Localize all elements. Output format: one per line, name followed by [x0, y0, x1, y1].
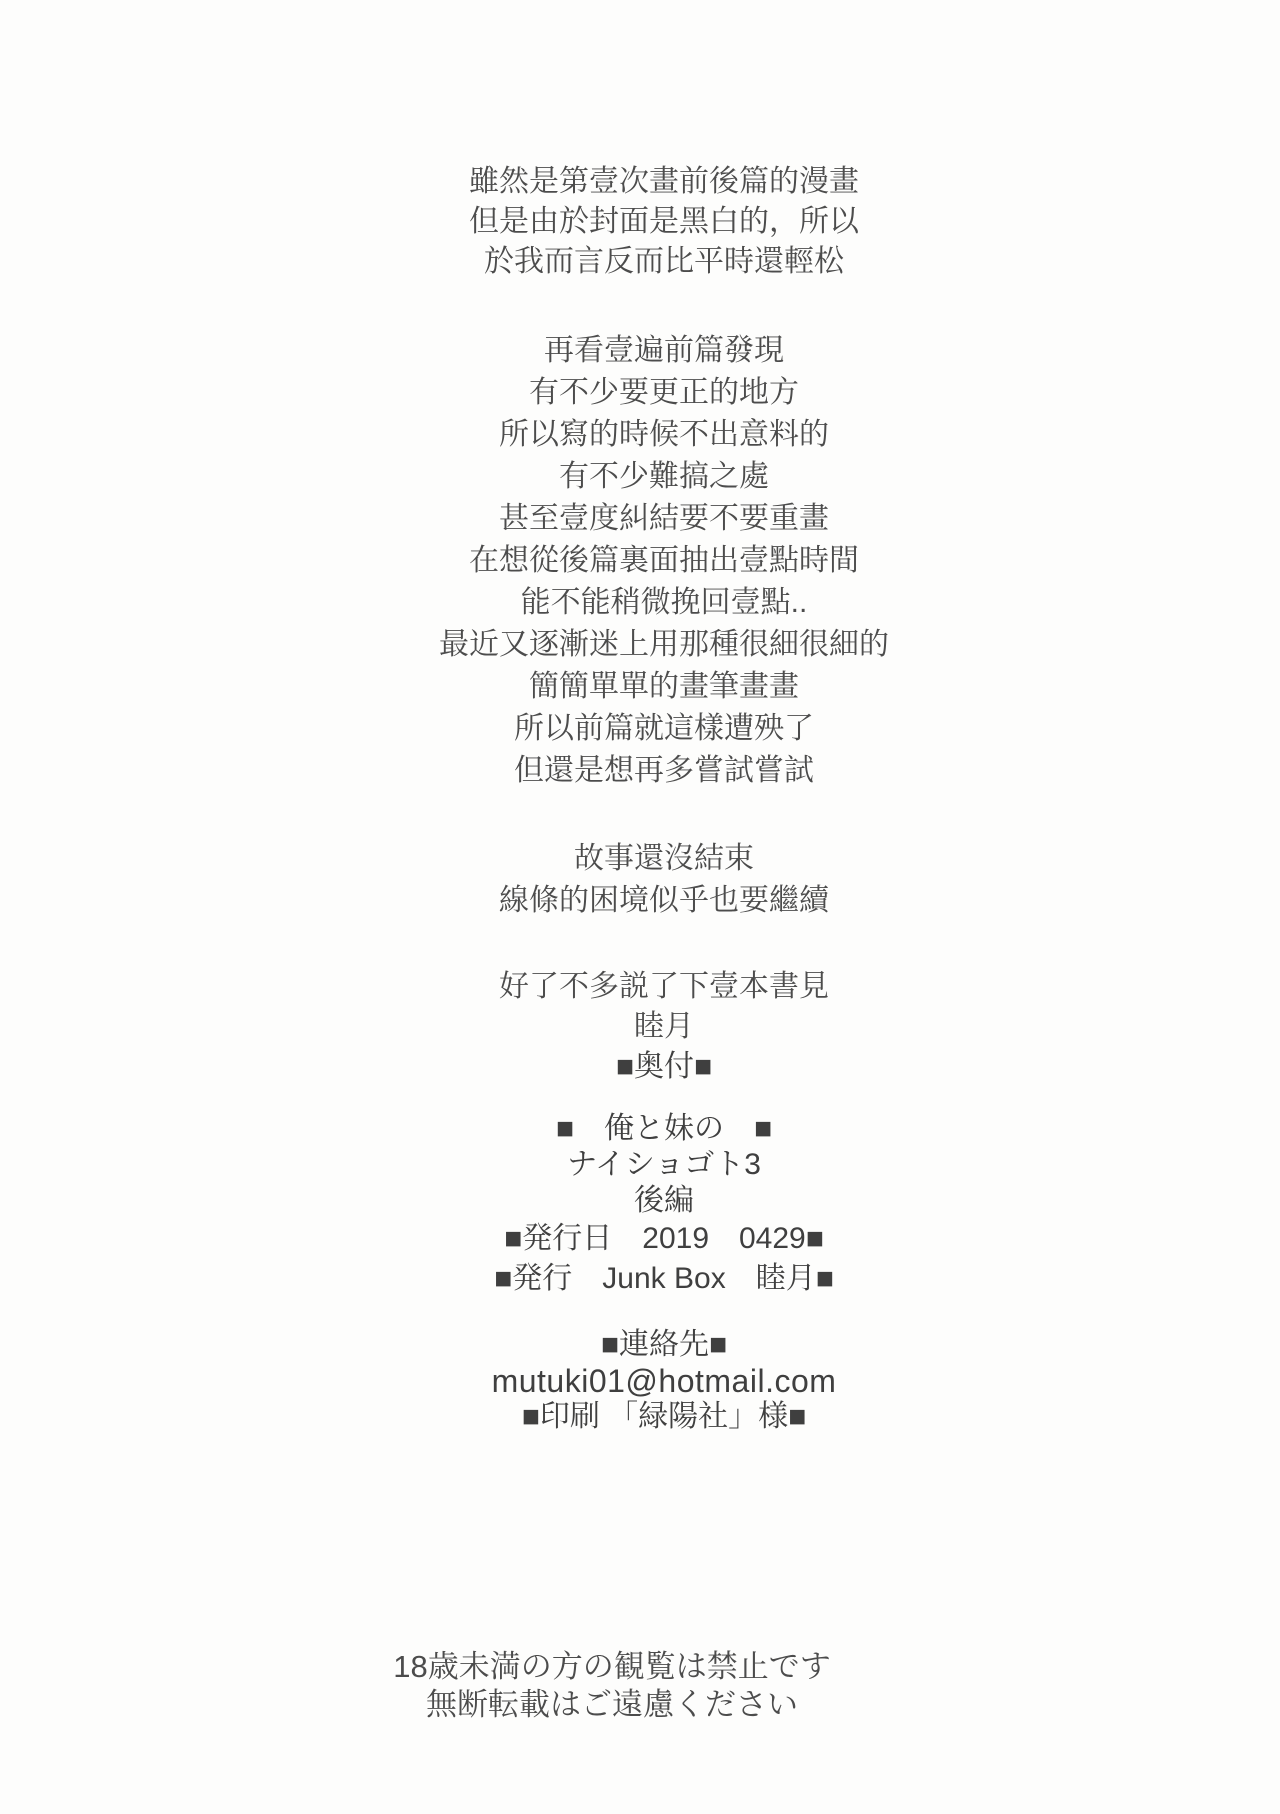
afterword-line: 有不少難搞之處	[559, 460, 769, 493]
afterword-line: 好了不多説了下壹本書見	[499, 970, 829, 1003]
afterword-paragraph-1	[48, 162, 1280, 282]
book-title-block	[48, 1111, 1280, 1219]
no-reproduction-line: 無断転載はご遠慮ください	[426, 1687, 798, 1722]
publish-date-line: ■発行日 2019 0429■	[504, 1222, 824, 1255]
afterword-line: 但是由於封面是黑白的，所以	[469, 205, 859, 238]
publisher-line: ■発行 Junk Box 睦月■	[494, 1262, 834, 1295]
afterword-line: 所以前篇就這樣遭殃了	[514, 712, 814, 745]
afterword-line: 最近又逐漸迷上用那種很細很細的	[439, 628, 889, 661]
afterword-line: 於我而言反而比平時還輕松	[484, 245, 844, 278]
afterword-line: 在想從後篇裏面抽出壹點時間	[469, 544, 859, 577]
book-title-line: 後編	[634, 1184, 694, 1217]
contact-header: ■連絡先■	[600, 1328, 728, 1361]
book-title-line: ナイショゴト3	[567, 1148, 761, 1181]
afterword-paragraph-4	[48, 967, 1280, 1007]
contact-email: mutuki01@hotmail.com	[491, 1363, 837, 1399]
book-title-line: ■ 俺と妹の ■	[555, 1112, 773, 1145]
afterword-line: 有不少要更正的地方	[529, 376, 799, 409]
afterword-text-block	[0, 162, 1280, 1435]
afterword-line: 雖然是第壹次畫前後篇的漫畫	[469, 165, 859, 198]
age-restriction-line: 18歳未満の方の観覧は禁止です	[393, 1649, 831, 1684]
afterword-paragraph-2	[48, 330, 1280, 792]
afterword-line: 簡簡單單的畫筆畫畫	[529, 670, 799, 703]
afterword-line: 再看壹遍前篇發現	[544, 334, 784, 367]
afterword-line: 所以寫的時候不出意料的	[499, 418, 829, 451]
afterword-line: 故事還沒結束	[574, 842, 754, 875]
author-signature: 睦月	[634, 1010, 694, 1043]
afterword-paragraph-3	[48, 838, 1280, 922]
afterword-line: 能不能稍微挽回壹點..	[520, 586, 808, 619]
afterword-line: 但還是想再多嘗試嘗試	[514, 754, 814, 787]
printer-line: ■印刷 「緑陽社」様■	[521, 1400, 807, 1433]
age-restriction-notice	[0, 1648, 1280, 1724]
colophon-block	[48, 1047, 1280, 1435]
contact-block	[48, 1327, 1280, 1435]
afterword-line: 線條的困境似乎也要繼續	[499, 884, 829, 917]
colophon-header: ■奥付■	[615, 1050, 713, 1083]
afterword-line: 甚至壹度糾結要不要重畫	[499, 502, 829, 535]
